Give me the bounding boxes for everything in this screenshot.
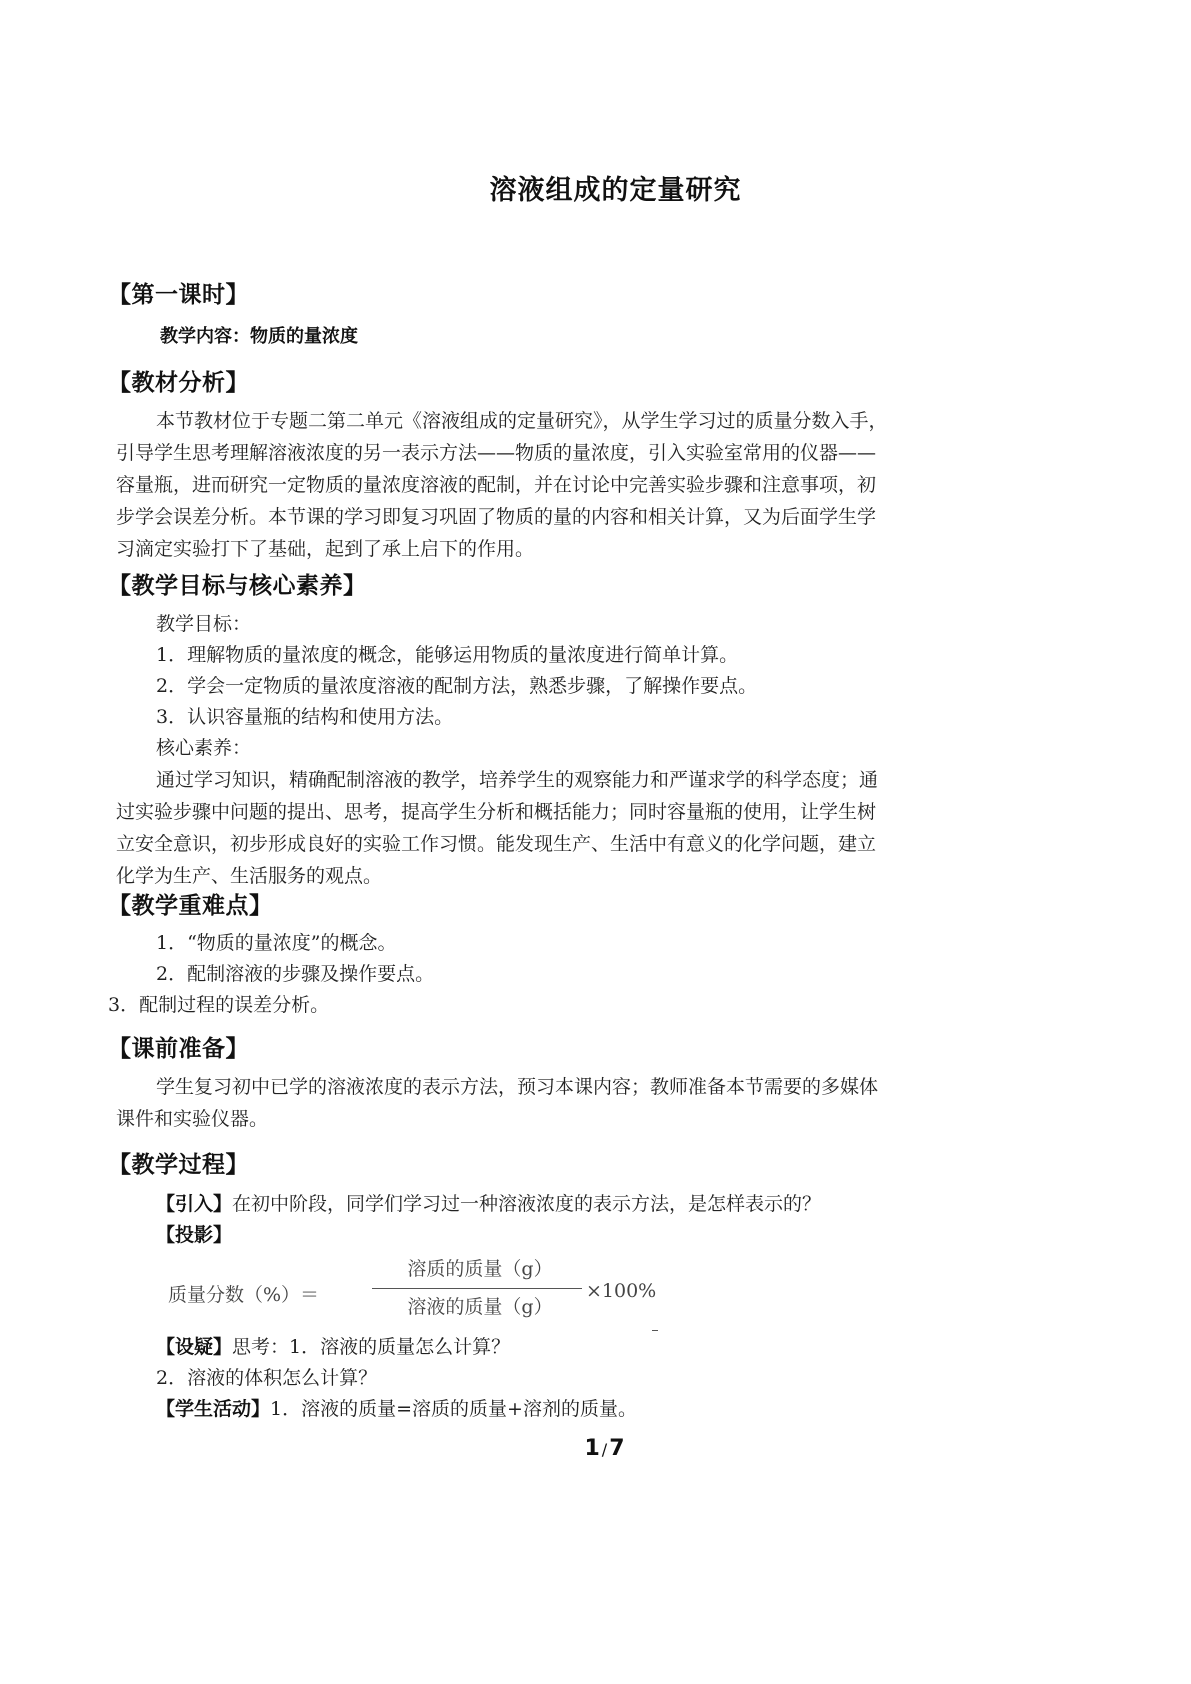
page-separator: / (601, 1440, 608, 1459)
formula-denominator: 溶液的质量（g） (407, 1296, 553, 1318)
fraction-bar (372, 1288, 582, 1289)
question-2-line: 2．溶液的体积怎么计算？ (156, 1367, 378, 1389)
document-title: 溶液组成的定量研究 (489, 175, 742, 206)
key-point-item: 1．“物质的量浓度”的概念。 (156, 932, 397, 954)
intro-tag: 【引入】 (156, 1193, 233, 1215)
preparation-paragraph (116, 1071, 1086, 1135)
paragraph-line: 容量瓶，进而研究一定物质的量浓度溶液的配制，并在讨论中完善实验步骤和注意事项，初 (116, 474, 877, 496)
activity-text: 1．溶液的质量=溶质的质量+溶剂的质量。 (270, 1398, 637, 1420)
heading-preparation: 【课前准备】 (108, 1036, 249, 1062)
paragraph-line: 引导学生思考理解溶液浓度的另一表示方法——物质的量浓度，引入实验室常用的仪器—— (116, 442, 877, 464)
intro-line (156, 1188, 821, 1220)
core-literacy-label: 核心素养： (156, 737, 252, 759)
paragraph-line: 化学为生产、生活服务的观点。 (116, 865, 383, 887)
paragraph-line: 本节教材位于专题二第二单元《溶液组成的定量研究》，从学生学习过的质量分数入手， (156, 410, 888, 432)
activity-tag: 【学生活动】 (156, 1398, 271, 1420)
page-total: 7 (609, 1436, 625, 1461)
key-point-item: 2．配制溶液的步骤及操作要点。 (156, 963, 435, 985)
question-line (156, 1331, 510, 1363)
goals-label: 教学目标： (156, 613, 252, 635)
material-analysis-paragraph (116, 405, 1086, 565)
question-text: 思考：1．溶液的质量怎么计算？ (232, 1336, 511, 1358)
goal-item: 1．理解物质的量浓度的概念，能够运用物质的量浓度进行简单计算。 (156, 644, 739, 666)
paragraph-line: 课件和实验仪器。 (116, 1108, 269, 1130)
core-literacy-paragraph (116, 764, 1086, 892)
paragraph-line: 习滴定实验打下了基础，起到了承上启下的作用。 (116, 538, 535, 560)
mass-fraction-formula (160, 1252, 660, 1322)
formula-rhs: ×100% (586, 1280, 657, 1302)
intro-text: 在初中阶段，同学们学习过一种溶液浓度的表示方法，是怎样表示的？ (232, 1193, 822, 1215)
heading-material-analysis: 【教材分析】 (108, 370, 249, 396)
projection-tag: 【投影】 (156, 1224, 233, 1246)
heading-teaching-process: 【教学过程】 (108, 1152, 249, 1178)
paragraph-line: 通过学习知识，精确配制溶液的教学，培养学生的观察能力和严谨求学的科学态度；通 (156, 769, 879, 791)
page-current: 1 (584, 1436, 600, 1461)
paragraph-line: 学生复习初中已学的溶液浓度的表示方法，预习本课内容；教师准备本节需要的多媒体 (156, 1076, 879, 1098)
teaching-content-label: 教学内容：物质的量浓度 (160, 326, 358, 347)
paragraph-line: 步学会误差分析。本节课的学习即复习巩固了物质的量的内容和相关计算，又为后面学生学 (116, 506, 877, 528)
heading-key-points: 【教学重难点】 (108, 893, 273, 919)
student-activity-line (156, 1393, 637, 1425)
goal-item: 2．学会一定物质的量浓度溶液的配制方法，熟悉步骤，了解操作要点。 (156, 675, 758, 697)
heading-first-period: 【第一课时】 (108, 282, 249, 308)
page-number (0, 1436, 1191, 1461)
formula-lhs: 质量分数（%）＝ (168, 1284, 320, 1306)
key-point-item: 3．配制过程的误差分析。 (108, 994, 330, 1016)
paragraph-line: 过实验步骤中问题的提出、思考，提高学生分析和概括能力；同时容量瓶的使用，让学生树 (116, 801, 877, 823)
stray-dash-mark (652, 1330, 658, 1331)
heading-goals-and-core: 【教学目标与核心素养】 (108, 573, 367, 599)
formula-numerator: 溶质的质量（g） (407, 1258, 553, 1280)
projection-line (156, 1219, 232, 1251)
question-tag: 【设疑】 (156, 1336, 233, 1358)
goal-item: 3．认识容量瓶的结构和使用方法。 (156, 706, 454, 728)
paragraph-line: 立安全意识，初步形成良好的实验工作习惯。能发现生产、生活中有意义的化学问题，建立 (116, 833, 877, 855)
